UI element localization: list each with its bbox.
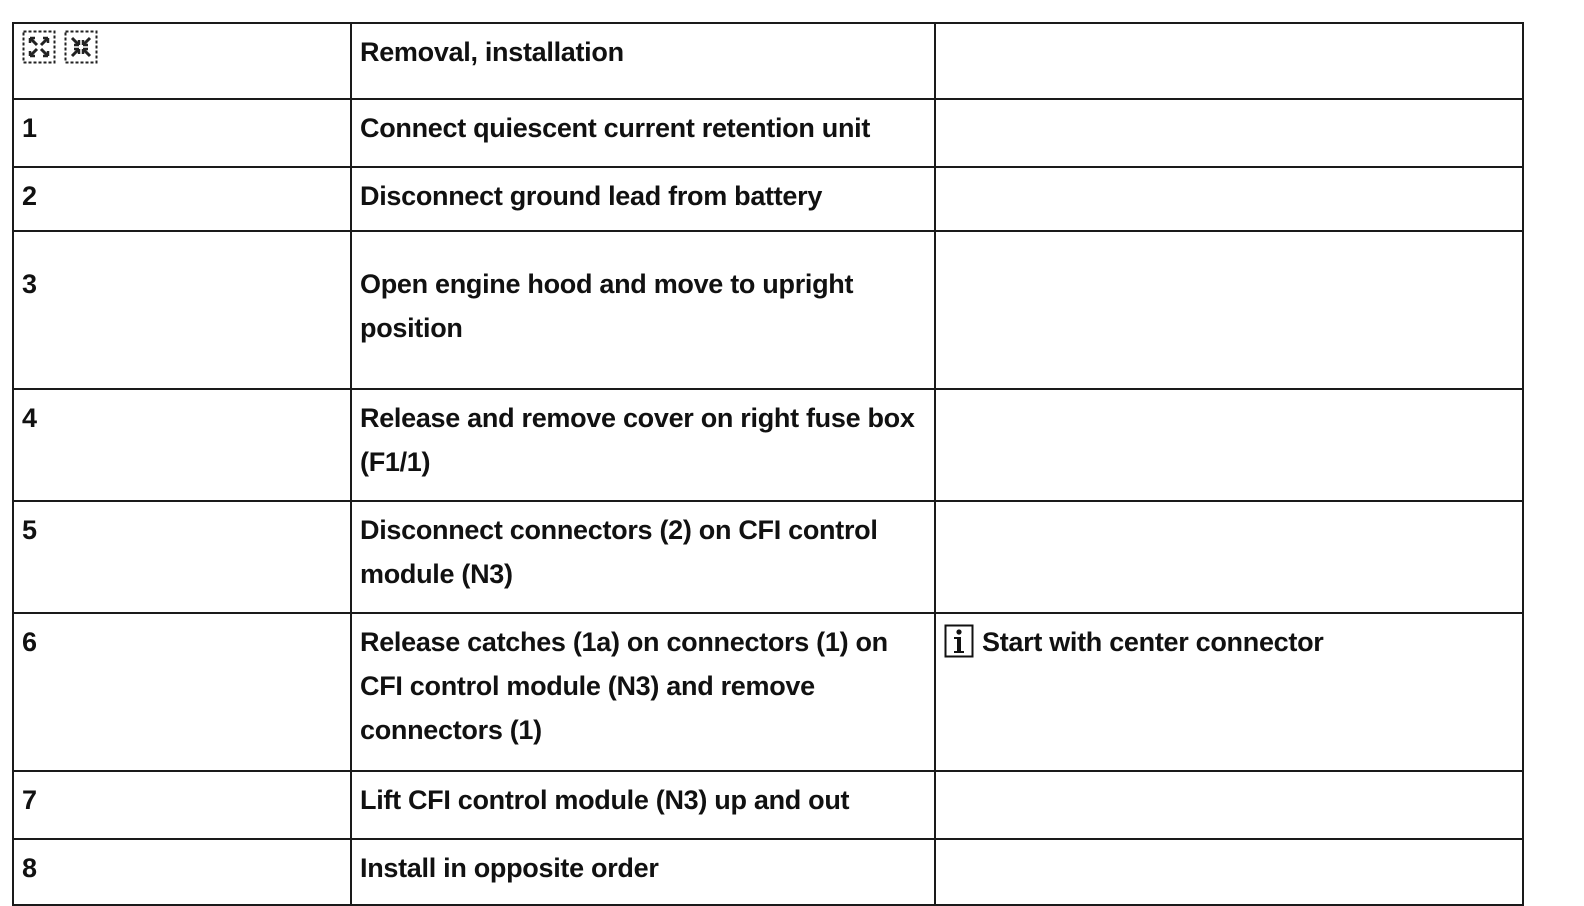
step-action: Disconnect connectors (2) on CFI control module (N3) [351,501,935,613]
step-number: 5 [13,501,351,613]
step-note [935,167,1523,231]
table-row [13,389,1523,501]
step-number: 1 [13,99,351,167]
procedure-sheet [12,22,1522,906]
install-icon [64,30,98,64]
step-note: Start with center connector [982,627,1324,657]
step-number: 3 [13,231,351,389]
step-action: Disconnect ground lead from battery [351,167,935,231]
step-action: Install in opposite order [351,839,935,905]
step-note [935,839,1523,905]
step-action: Release catches (1a) on connectors (1) on CFI control module (N3) and remove connectors (1) [351,613,935,771]
step-number: 7 [13,771,351,839]
step-note [935,99,1523,167]
step-note [935,771,1523,839]
step-note [935,231,1523,389]
step-action: Connect quiescent current retention unit [351,99,935,167]
table-header-row [13,23,1523,99]
step-number: 6 [13,613,351,771]
step-note-cell [935,613,1523,771]
info-icon [944,624,974,658]
table-row [13,231,1523,389]
step-action: Release and remove cover on right fuse box (F1/1) [351,389,935,501]
remove-icon [22,30,56,64]
table-row [13,839,1523,905]
step-action: Lift CFI control module (N3) up and out [351,771,935,839]
step-number: 2 [13,167,351,231]
header-title: Removal, installation [351,23,935,99]
table-row [13,771,1523,839]
step-note [935,501,1523,613]
table-row [13,613,1523,771]
step-note [935,389,1523,501]
table-row [13,501,1523,613]
procedure-table [12,22,1524,906]
step-action: Open engine hood and move to upright position [351,231,935,389]
step-number: 8 [13,839,351,905]
header-icons-cell [13,23,351,99]
header-note-cell [935,23,1523,99]
step-number: 4 [13,389,351,501]
table-row [13,167,1523,231]
table-row [13,99,1523,167]
